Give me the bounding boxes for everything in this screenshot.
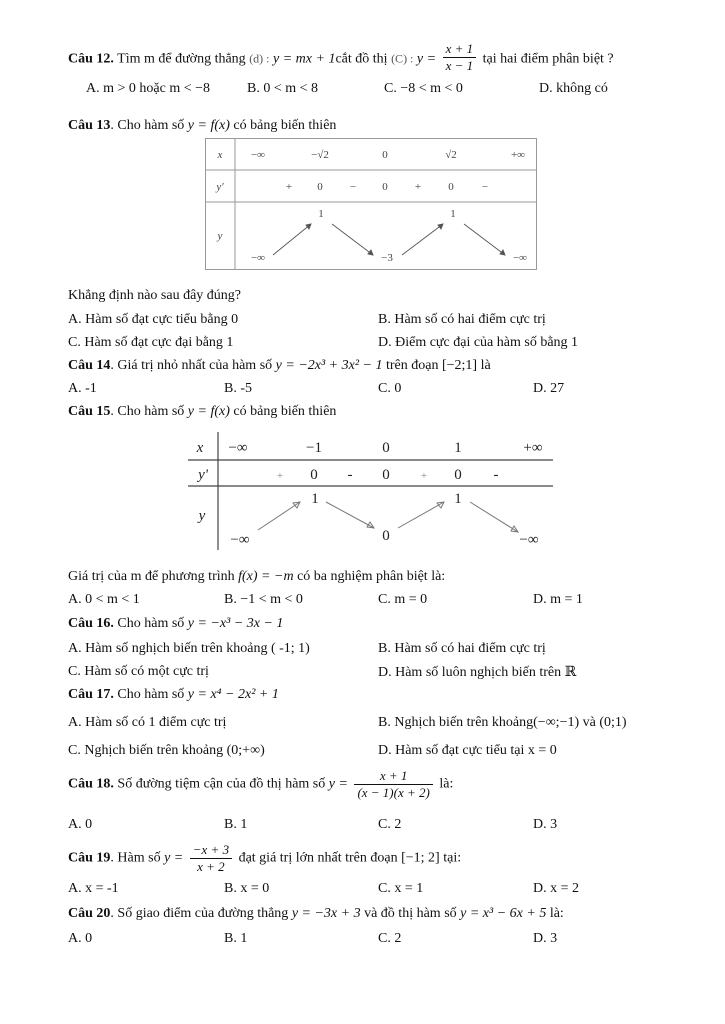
q15-x-0: −∞ — [228, 440, 248, 456]
q19-text2: đạt giá trị lớn nhất trên đoạn — [238, 850, 398, 866]
q14-text3: là — [480, 358, 491, 373]
question-12 — [68, 43, 614, 76]
q18-option-b[interactable]: B. 1 — [224, 817, 248, 832]
q13-prompt: Khẳng định nào sau đây đúng? — [68, 288, 242, 303]
q15-y-2: 0 — [382, 528, 390, 544]
q20-option-c[interactable]: C. 2 — [378, 931, 402, 946]
q16-label: Câu 16. — [68, 616, 114, 631]
q15-yp-6: - — [493, 467, 499, 483]
q13-yp-0: + — [285, 181, 293, 193]
q13-label: Câu 13 — [68, 118, 111, 133]
q13-x-4: +∞ — [510, 149, 526, 161]
q16-option-c[interactable]: C. Hàm số có một cực trị — [68, 664, 209, 679]
question-18 — [68, 768, 453, 801]
q20-text3: là: — [549, 906, 564, 921]
q18-func-y: y = — [328, 776, 348, 792]
q12-curve-name: (C) : — [391, 51, 414, 66]
q12-fraction: $\frac{x + 1}{x - 1}$ — [443, 41, 477, 74]
q20-text: . Số giao điểm của đường thẳng — [110, 906, 289, 921]
q13-y-4: −∞ — [512, 252, 528, 264]
q15-option-c[interactable]: C. m = 0 — [378, 592, 428, 607]
q13-option-d[interactable]: D. Điểm cực đại của hàm số bằng 1 — [378, 335, 579, 350]
q13-arrow-up-1 — [273, 224, 311, 255]
q15-option-d[interactable]: D. m = 1 — [533, 592, 583, 607]
q16-func: y = −x³ − 3x − 1 — [187, 616, 284, 631]
q15-arrow-down-2 — [470, 502, 518, 532]
q13-yp-1: 0 — [317, 181, 323, 193]
q13-func: y = f(x) — [187, 118, 230, 133]
q13-arrow-down-2 — [464, 224, 505, 255]
q15-x-1: −1 — [306, 440, 322, 456]
q15-text2: có bảng biến thiên — [233, 404, 337, 419]
q15-x-label: x — [196, 440, 204, 456]
q19-text3: tại: — [443, 850, 462, 866]
q13-variation-table — [205, 138, 537, 270]
q13-yp-2: − — [349, 181, 357, 193]
q13-yp-label: y′ — [216, 181, 224, 193]
q13-yp-6: − — [481, 181, 489, 193]
q12-line-eq: y = mx + 1 — [273, 51, 336, 67]
q19-option-b[interactable]: B. x = 0 — [224, 881, 270, 896]
q12-option-b[interactable]: B. 0 < m < 8 — [247, 81, 319, 96]
q15-prompt — [68, 569, 445, 585]
q15-text: . Cho hàm số — [110, 404, 185, 419]
q12-label: Câu 12. — [68, 51, 114, 67]
q13-x-1: −√2 — [311, 149, 329, 161]
q15-option-b[interactable]: B. −1 < m < 0 — [224, 592, 303, 607]
q13-yp-3: 0 — [382, 181, 388, 193]
q15-y-0: −∞ — [230, 532, 250, 548]
q20-option-a[interactable]: A. 0 — [68, 931, 93, 946]
q19-text: . Hàm số — [110, 850, 161, 866]
q13-y-3: 1 — [450, 208, 456, 220]
q15-option-a[interactable]: A. 0 < m < 1 — [68, 592, 140, 607]
question-17 — [68, 687, 279, 703]
q14-text2: trên đoạn — [385, 358, 439, 373]
q18-option-d[interactable]: D. 3 — [533, 817, 558, 832]
q14-label: Câu 14 — [68, 358, 111, 373]
q12-option-d[interactable]: D. không có — [539, 81, 608, 96]
q20-option-d[interactable]: D. 3 — [533, 931, 558, 946]
q12-curve-y: y = — [416, 51, 437, 67]
q15-yp-4: + — [420, 470, 428, 482]
q14-option-b[interactable]: B. -5 — [224, 381, 252, 396]
q14-func: y = −2x³ + 3x² − 1 — [275, 358, 383, 373]
q18-text2: là: — [439, 776, 454, 792]
q16-text: Cho hàm số — [117, 616, 185, 631]
q19-option-c[interactable]: C. x = 1 — [378, 881, 424, 896]
q17-option-d[interactable]: D. Hàm số đạt cực tiểu tại x = 0 — [378, 743, 557, 758]
q15-yp-label: y' — [198, 467, 208, 483]
q15-x-3: 1 — [454, 440, 462, 456]
q15-arrowhead-4 — [511, 526, 518, 532]
q13-arrowhead-1 — [306, 224, 311, 229]
q13-x-2: 0 — [382, 149, 388, 161]
q15-arrowhead-2 — [367, 522, 374, 528]
q15-yp-1: 0 — [310, 467, 318, 483]
q13-arrowhead-4 — [500, 250, 505, 255]
q19-interval: [−1; 2] — [401, 850, 440, 866]
q14-interval: [−2;1] — [441, 358, 478, 373]
q15-x-4: +∞ — [523, 440, 543, 456]
q15-y-1: 1 — [311, 491, 319, 507]
q13-y-label: y — [217, 230, 223, 242]
q15-prompt-eq: f(x) = −m — [238, 569, 294, 584]
q15-yp-0: + — [276, 470, 284, 482]
q14-option-a[interactable]: A. -1 — [68, 381, 97, 396]
q19-func-y: y = — [164, 850, 184, 866]
q15-variation-table — [188, 432, 553, 550]
q13-x-3: √2 — [445, 149, 457, 161]
q17-option-c[interactable]: C. Nghịch biến trên khoảng (0;+∞) — [68, 743, 265, 758]
q15-prompt-a: Giá trị của m để phương trình — [68, 569, 235, 584]
q13-text2: có bảng biến thiên — [233, 118, 337, 133]
q20-label: Câu 20 — [68, 906, 111, 921]
q15-y-4: −∞ — [519, 532, 539, 548]
q15-yp-3: 0 — [382, 467, 390, 483]
q12-text-c: tại hai điểm phân biệt ? — [482, 51, 614, 67]
q18-label: Câu 18. — [68, 776, 114, 792]
q15-y-3: 1 — [454, 491, 462, 507]
q12-option-c[interactable]: C. −8 < m < 0 — [384, 81, 463, 96]
q17-label: Câu 17. — [68, 687, 114, 702]
q13-option-c[interactable]: C. Hàm số đạt cực đại bằng 1 — [68, 335, 234, 350]
q20-func: y = x³ − 6x + 5 — [460, 906, 547, 921]
q13-yp-5: 0 — [448, 181, 454, 193]
q15-label: Câu 15 — [68, 404, 111, 419]
question-20 — [68, 906, 564, 922]
q15-y-label: y — [198, 508, 206, 524]
q13-y-1: 1 — [318, 208, 324, 220]
q15-arrow-up-2 — [398, 502, 444, 528]
q14-option-c[interactable]: C. 0 — [378, 381, 402, 396]
q19-label: Câu 19 — [68, 850, 111, 866]
question-13 — [68, 118, 336, 134]
q13-option-b[interactable]: B. Hàm số có hai điểm cực trị — [378, 312, 546, 327]
q13-arrowhead-3 — [438, 224, 443, 229]
q12-text: Tìm m để đường thẳng — [117, 51, 246, 67]
q15-func: y = f(x) — [187, 404, 230, 419]
q20-option-b[interactable]: B. 1 — [224, 931, 248, 946]
q16-option-a[interactable]: A. Hàm số nghịch biến trên khoảng ( -1; 1) — [68, 641, 310, 656]
q19-option-a[interactable]: A. x = -1 — [68, 881, 119, 896]
q12-text-b: cắt đồ thị — [335, 51, 388, 67]
q13-y-2: −3 — [381, 252, 393, 264]
q17-func: y = x⁴ − 2x² + 1 — [187, 687, 279, 702]
q13-x-label: x — [217, 149, 223, 161]
q13-x-0: −∞ — [250, 149, 266, 161]
question-14 — [68, 358, 491, 374]
q15-yp-2: - — [347, 467, 353, 483]
q14-option-d[interactable]: D. 27 — [533, 381, 565, 396]
q13-arrowhead-2 — [368, 250, 373, 255]
q12-option-a[interactable]: A. m > 0 hoặc m < −8 — [86, 81, 211, 96]
q18-fraction: $\frac{x + 1}{(x - 1)(x + 2)}$ — [354, 768, 432, 801]
q12-line-name: (d) : — [249, 51, 270, 66]
q13-yp-4: + — [414, 181, 422, 193]
q17-option-a[interactable]: A. Hàm số có 1 điểm cực trị — [68, 715, 227, 730]
q16-option-b[interactable]: B. Hàm số có hai điểm cực trị — [378, 641, 546, 656]
q15-x-2: 0 — [382, 440, 390, 456]
q17-text: Cho hàm số — [117, 687, 185, 702]
q18-option-c[interactable]: C. 2 — [378, 817, 402, 832]
q15-arrow-up-1 — [258, 502, 300, 530]
q19-option-d[interactable]: D. x = 2 — [533, 881, 580, 896]
q13-y-0: −∞ — [250, 252, 266, 264]
q16-option-d[interactable]: D. Hàm số luôn nghịch biến trên ℝ — [378, 665, 577, 680]
q13-arrow-down-1 — [332, 224, 373, 255]
q18-option-a[interactable]: A. 0 — [68, 817, 93, 832]
question-15 — [68, 404, 336, 420]
q15-yp-5: 0 — [454, 467, 462, 483]
q20-line-eq: y = −3x + 3 — [291, 906, 361, 921]
q18-text: Số đường tiệm cận của đồ thị hàm số — [117, 776, 326, 792]
question-16 — [68, 616, 283, 632]
q13-text: . Cho hàm số — [110, 118, 185, 133]
q14-text: . Giá trị nhỏ nhất của hàm số — [110, 358, 273, 373]
question-19 — [68, 842, 461, 875]
q15-prompt-b: có ba nghiệm phân biệt là: — [297, 569, 446, 584]
q13-arrow-up-2 — [402, 224, 443, 255]
q13-option-a[interactable]: A. Hàm số đạt cực tiểu bằng 0 — [68, 312, 239, 327]
q17-option-b[interactable]: B. Nghịch biến trên khoảng(−∞;−1) và (0;1) — [378, 715, 627, 730]
q15-arrow-down-1 — [326, 502, 374, 528]
q19-fraction: $\frac{-x + 3}{x + 2}$ — [190, 842, 232, 875]
q20-text2: và đồ thị hàm số — [364, 906, 457, 921]
